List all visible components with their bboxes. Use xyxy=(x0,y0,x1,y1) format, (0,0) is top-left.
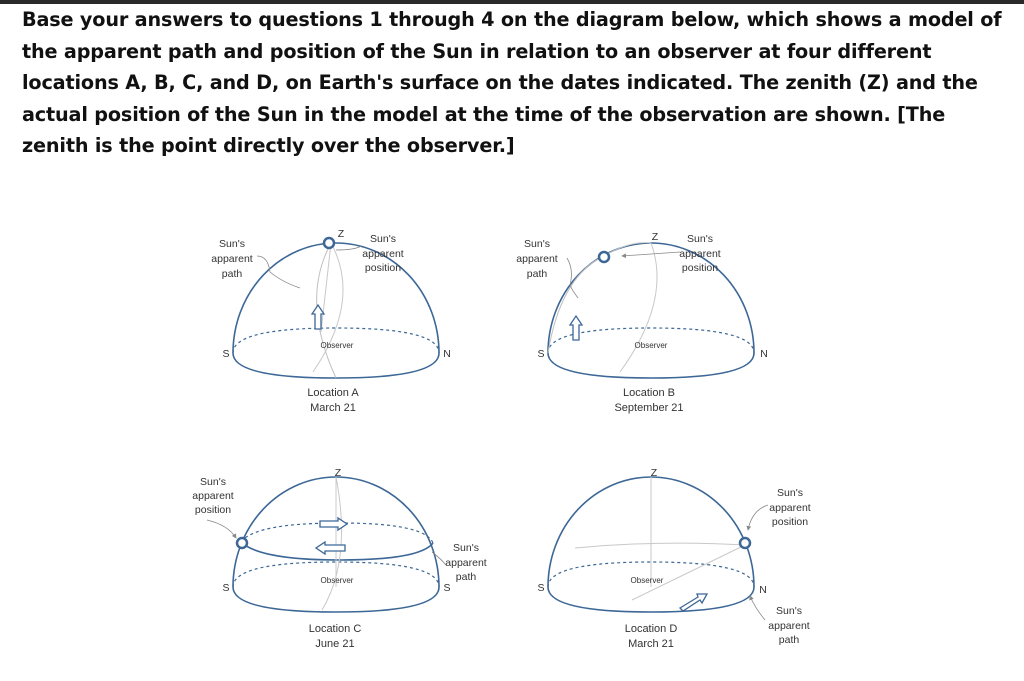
horizon-front-a xyxy=(233,353,439,378)
panel-location-d xyxy=(537,467,810,650)
right-arrow-icon-c xyxy=(320,518,347,530)
label-south-a: S xyxy=(222,348,230,360)
diagonal-arrow-icon-d xyxy=(680,594,707,611)
panel-location-a xyxy=(211,228,451,414)
label-north-a: N xyxy=(443,348,451,360)
label-south-b: S xyxy=(537,348,545,360)
label-position-c: position xyxy=(194,504,232,516)
dome-a xyxy=(233,243,439,353)
horizon-front-c xyxy=(233,587,439,612)
leader-position-d xyxy=(748,505,768,530)
label-path-b: path xyxy=(526,268,548,280)
panel-location-c xyxy=(192,467,487,650)
label-path-c: path xyxy=(455,571,477,583)
label-south-c: S xyxy=(222,582,230,594)
label-suns-d2: Sun's xyxy=(776,605,802,617)
label-date-b: September 21 xyxy=(614,402,684,414)
up-arrow-icon-b xyxy=(570,316,582,340)
label-position-d: position xyxy=(771,516,809,528)
label-location-b: Location B xyxy=(623,387,675,399)
sun-icon-a xyxy=(324,238,334,248)
intro-text: Base your answers to questions 1 through 4 on the diagram below, which shows a model of the apparent path and position of the Sun in relation to an observer at four different locations A, B, C, and D, on Earth's surface on the dates indicated. The zenith (Z) and the actual position of the Sun in the model at the time of the observation are shown. [The zenith is the point directly over the observer.] xyxy=(22,8,1002,157)
label-observer-d: Observer xyxy=(630,576,664,585)
label-position-a: position xyxy=(364,262,402,274)
label-path-a: path xyxy=(221,268,243,280)
label-suns-b1: Sun's xyxy=(524,238,550,250)
label-date-d: March 21 xyxy=(628,638,674,650)
leader-position-a xyxy=(336,246,361,250)
label-apparent-b1: apparent xyxy=(516,253,558,265)
label-apparent-b2: apparent xyxy=(679,248,721,260)
label-apparent-c2: apparent xyxy=(445,557,487,569)
label-date-a: March 21 xyxy=(310,402,356,414)
label-suns-c2: Sun's xyxy=(453,542,479,554)
sun-icon-c xyxy=(237,538,247,548)
label-suns-b2: Sun's xyxy=(687,233,713,245)
label-observer-a: Observer xyxy=(320,341,354,350)
label-suns-a1: Sun's xyxy=(219,238,245,250)
label-path-d: path xyxy=(778,634,800,646)
label-date-c: June 21 xyxy=(315,638,355,650)
label-observer-c: Observer xyxy=(320,576,354,585)
label-zenith-d: Z xyxy=(650,467,658,479)
sun-icon-b xyxy=(599,252,609,262)
label-south-d: S xyxy=(537,582,545,594)
sun-path-line-d xyxy=(632,545,745,600)
sun-icon-d xyxy=(740,538,750,548)
label-zenith-b: Z xyxy=(651,231,659,243)
meridian-b xyxy=(620,243,657,372)
zenith-line-a xyxy=(321,243,331,332)
panel-location-b xyxy=(516,231,768,414)
leader-path-c xyxy=(432,552,446,565)
label-suns-d1: Sun's xyxy=(777,487,803,499)
label-apparent-c1: apparent xyxy=(192,490,234,502)
label-position-b: position xyxy=(681,262,719,274)
label-location-c: Location C xyxy=(308,623,362,635)
leader-path-d xyxy=(750,596,765,620)
label-location-a: Location A xyxy=(307,387,359,399)
label-location-d: Location D xyxy=(624,623,678,635)
label-apparent-d1: apparent xyxy=(769,502,811,514)
label-observer-b: Observer xyxy=(634,341,668,350)
horizon-front-b xyxy=(548,353,754,378)
label-apparent-a2: apparent xyxy=(362,248,404,260)
label-suns-a2: Sun's xyxy=(370,233,396,245)
label-suns-c1: Sun's xyxy=(200,476,226,488)
label-north-d: N xyxy=(759,584,767,596)
leader-position-b xyxy=(622,252,680,256)
label-zenith-a: Z xyxy=(337,228,345,240)
meridian-d xyxy=(575,543,745,548)
label-apparent-a1: apparent xyxy=(211,253,253,265)
label-south-c2: S xyxy=(443,582,451,594)
leader-position-c xyxy=(207,520,236,538)
label-zenith-c: Z xyxy=(334,467,342,479)
label-north-b: N xyxy=(760,348,768,360)
label-apparent-d2: apparent xyxy=(768,620,810,632)
